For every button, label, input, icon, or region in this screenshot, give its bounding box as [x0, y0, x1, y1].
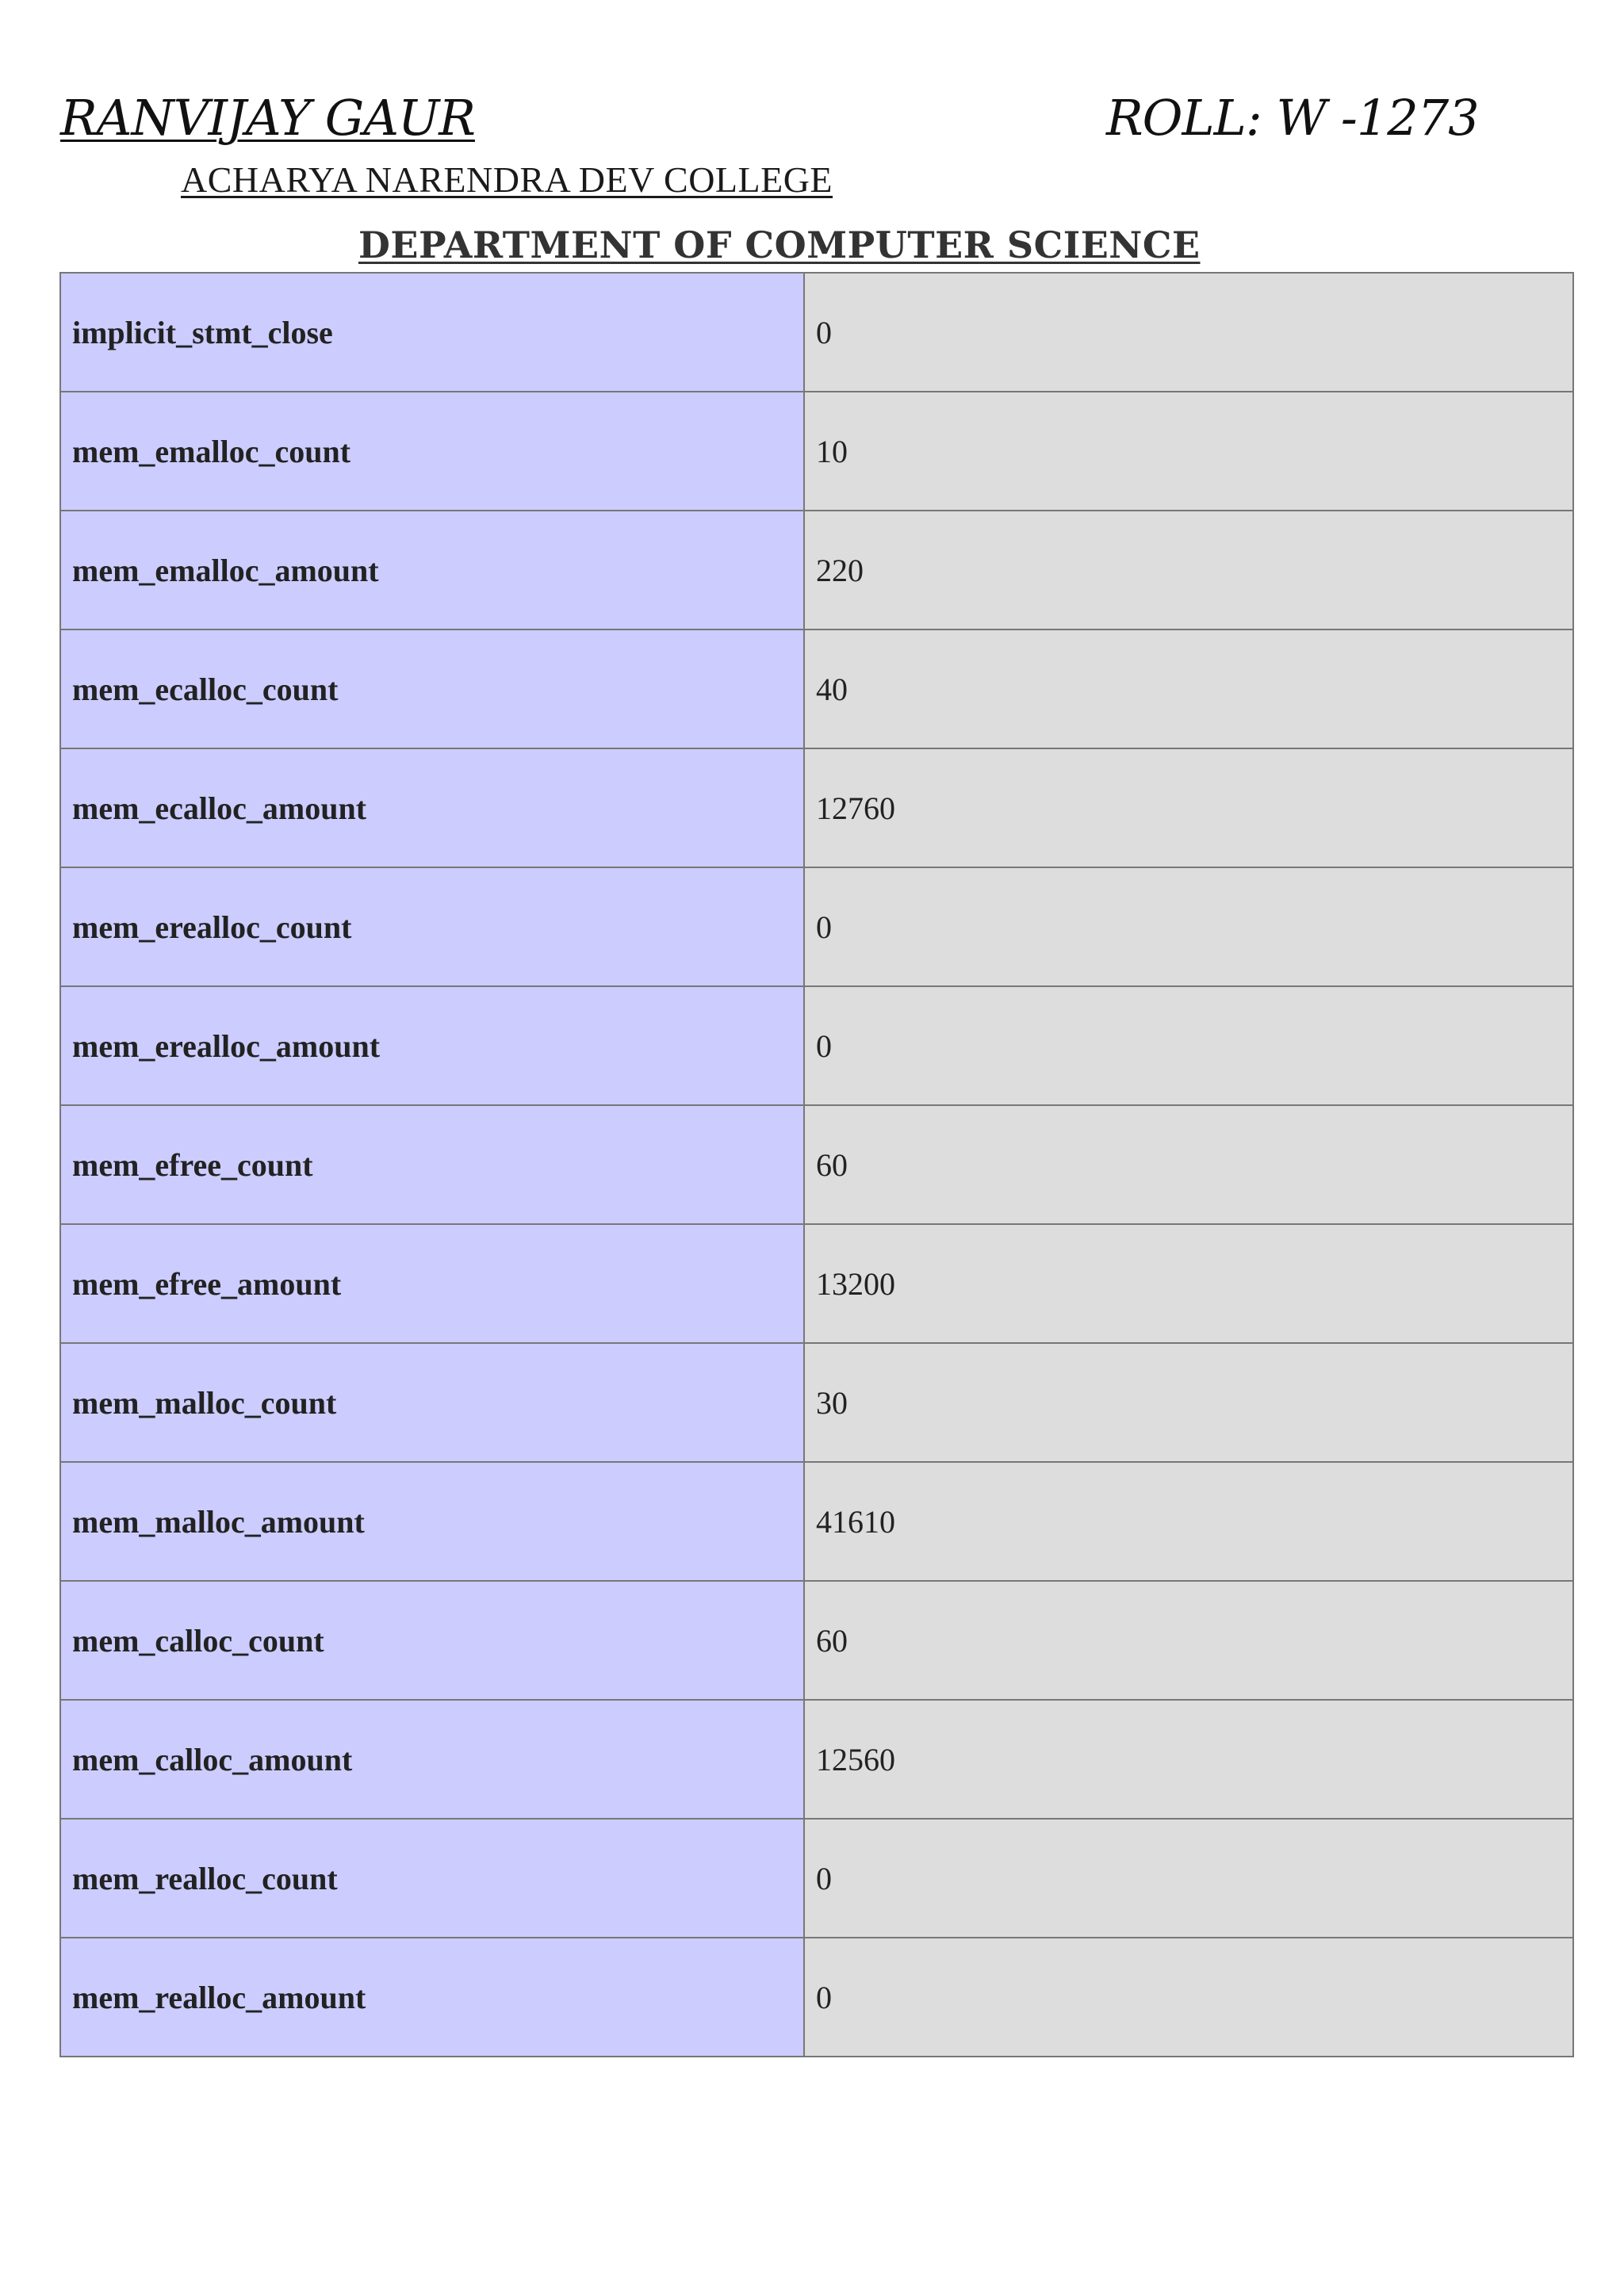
- row-key: mem_ecalloc_amount: [60, 748, 804, 867]
- row-key: mem_emalloc_count: [60, 392, 804, 511]
- table-row: [60, 1938, 1573, 2057]
- table-row: [60, 1343, 1573, 1462]
- row-value: 40: [804, 629, 1573, 748]
- row-key: mem_realloc_count: [60, 1819, 804, 1938]
- table-row: [60, 511, 1573, 629]
- stats-table: [59, 272, 1574, 2057]
- table-row: [60, 1581, 1573, 1700]
- row-value: 13200: [804, 1224, 1573, 1343]
- row-value: 0: [804, 273, 1573, 392]
- row-value: 0: [804, 986, 1573, 1105]
- row-value: 12760: [804, 748, 1573, 867]
- row-value: 60: [804, 1581, 1573, 1700]
- row-key: mem_efree_amount: [60, 1224, 804, 1343]
- table-row: [60, 748, 1573, 867]
- table-row: [60, 392, 1573, 511]
- row-key: mem_emalloc_amount: [60, 511, 804, 629]
- row-value: 0: [804, 1819, 1573, 1938]
- roll-number: ROLL: W -1273: [1106, 89, 1479, 147]
- row-key: mem_malloc_amount: [60, 1462, 804, 1581]
- row-key: mem_erealloc_amount: [60, 986, 804, 1105]
- table-row: [60, 986, 1573, 1105]
- department-name: DEPARTMENT OF COMPUTER SCIENCE: [358, 224, 1201, 266]
- row-value: 0: [804, 867, 1573, 986]
- row-key: mem_ecalloc_count: [60, 629, 804, 748]
- table-row: [60, 629, 1573, 748]
- table-row: [60, 1700, 1573, 1819]
- row-value: 0: [804, 1938, 1573, 2057]
- row-key: mem_erealloc_count: [60, 867, 804, 986]
- table-row: [60, 867, 1573, 986]
- row-key: mem_malloc_count: [60, 1343, 804, 1462]
- row-key: mem_calloc_amount: [60, 1700, 804, 1819]
- student-name: RANVIJAY GAUR: [60, 89, 475, 147]
- table-row: [60, 1462, 1573, 1581]
- college-name: ACHARYA NARENDRA DEV COLLEGE: [181, 159, 833, 200]
- table-row: [60, 273, 1573, 392]
- row-key: mem_realloc_amount: [60, 1938, 804, 2057]
- row-value: 41610: [804, 1462, 1573, 1581]
- row-value: 220: [804, 511, 1573, 629]
- row-value: 10: [804, 392, 1573, 511]
- row-value: 12560: [804, 1700, 1573, 1819]
- row-value: 60: [804, 1105, 1573, 1224]
- table-row: [60, 1224, 1573, 1343]
- table-row: [60, 1105, 1573, 1224]
- row-value: 30: [804, 1343, 1573, 1462]
- row-key: mem_calloc_count: [60, 1581, 804, 1700]
- row-key: mem_efree_count: [60, 1105, 804, 1224]
- row-key: implicit_stmt_close: [60, 273, 804, 392]
- table-row: [60, 1819, 1573, 1938]
